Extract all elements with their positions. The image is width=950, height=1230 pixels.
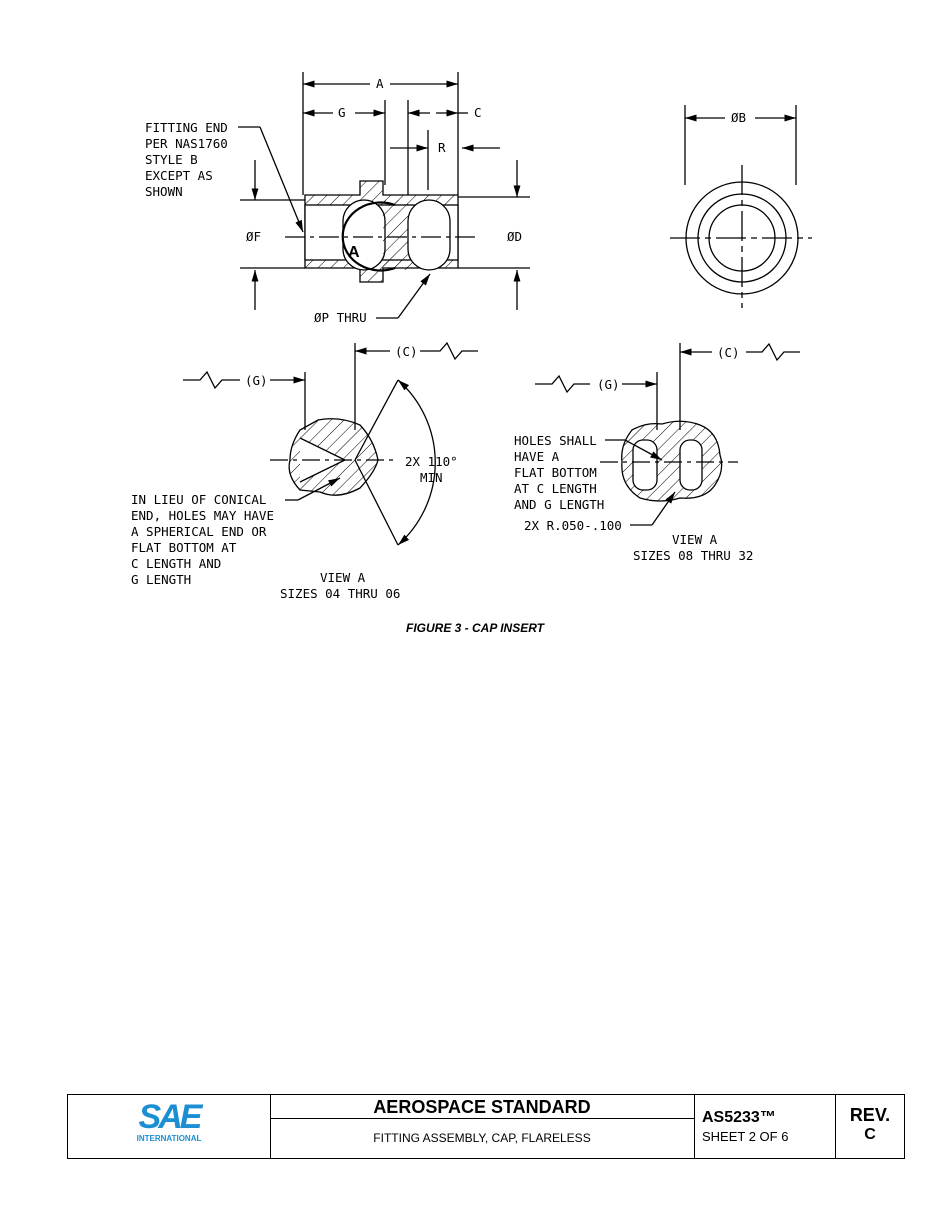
note-fitting-end: STYLE B <box>145 152 198 167</box>
figure-caption: FIGURE 3 - CAP INSERT <box>405 621 545 635</box>
view-a-small-c-ref: (C) <box>395 344 418 359</box>
doc-number: AS5233™ <box>702 1109 776 1126</box>
note-flat-bottom: HAVE A <box>514 449 560 464</box>
note-conical-end: FLAT BOTTOM AT <box>131 540 237 555</box>
view-a-marker: A <box>348 244 360 261</box>
section-view <box>238 72 530 318</box>
note-flat-bottom: FLAT BOTTOM <box>514 465 597 480</box>
dim-p-label: ØP THRU <box>314 310 367 325</box>
note-conical-end: G LENGTH <box>131 572 192 587</box>
sae-logo-sub: INTERNATIONAL <box>136 1134 202 1143</box>
note-fitting-end: SHOWN <box>145 184 183 199</box>
dim-g-label: G <box>338 105 346 120</box>
dim-d-label: ØD <box>507 229 523 244</box>
note-fitting-end: PER NAS1760 <box>145 136 228 151</box>
angle-label: MIN <box>420 470 443 485</box>
view-a-large-sizes: SIZES 08 THRU 32 <box>633 548 754 563</box>
rev-value: C <box>864 1126 876 1143</box>
sae-logo-mark: SAE <box>138 1098 200 1136</box>
title-block <box>67 1094 905 1159</box>
view-a-large-g-ref: (G) <box>597 377 620 392</box>
note-flat-bottom: AT C LENGTH <box>514 481 597 496</box>
note-flat-bottom: AND G LENGTH <box>514 497 605 512</box>
note-conical-end: C LENGTH AND <box>131 556 222 571</box>
dim-b-label: ØB <box>731 110 747 125</box>
view-a-small-title: VIEW A <box>320 570 366 585</box>
view-a-small-sizes: SIZES 04 THRU 06 <box>280 586 401 601</box>
dim-c-label: C <box>474 105 482 120</box>
radius-label: 2X R.050-.100 <box>524 518 622 533</box>
note-conical-end: END, HOLES MAY HAVE <box>131 508 274 523</box>
dim-r-label: R <box>438 140 446 155</box>
dim-f-label: ØF <box>246 229 262 244</box>
note-conical-end: A SPHERICAL END OR <box>131 524 267 539</box>
doc-heading: AEROSPACE STANDARD <box>270 1095 694 1119</box>
dim-a-label: A <box>376 76 384 91</box>
drawing-labels <box>131 76 753 601</box>
sheet-number: SHEET 2 OF 6 <box>702 1129 789 1144</box>
note-flat-bottom: HOLES SHALL <box>514 433 597 448</box>
angle-label: 2X 110° <box>405 454 458 469</box>
note-fitting-end: FITTING END <box>145 120 228 135</box>
view-a-large-c-ref: (C) <box>717 345 740 360</box>
sae-logo <box>68 1095 271 1158</box>
doc-subtitle: FITTING ASSEMBLY, CAP, FLARELESS <box>373 1131 591 1145</box>
end-view <box>670 105 812 308</box>
rev-label: REV. <box>849 1105 891 1125</box>
view-a-small-g-ref: (G) <box>245 373 268 388</box>
note-conical-end: IN LIEU OF CONICAL <box>131 492 267 507</box>
view-a-large-title: VIEW A <box>672 532 718 547</box>
note-fitting-end: EXCEPT AS <box>145 168 213 183</box>
